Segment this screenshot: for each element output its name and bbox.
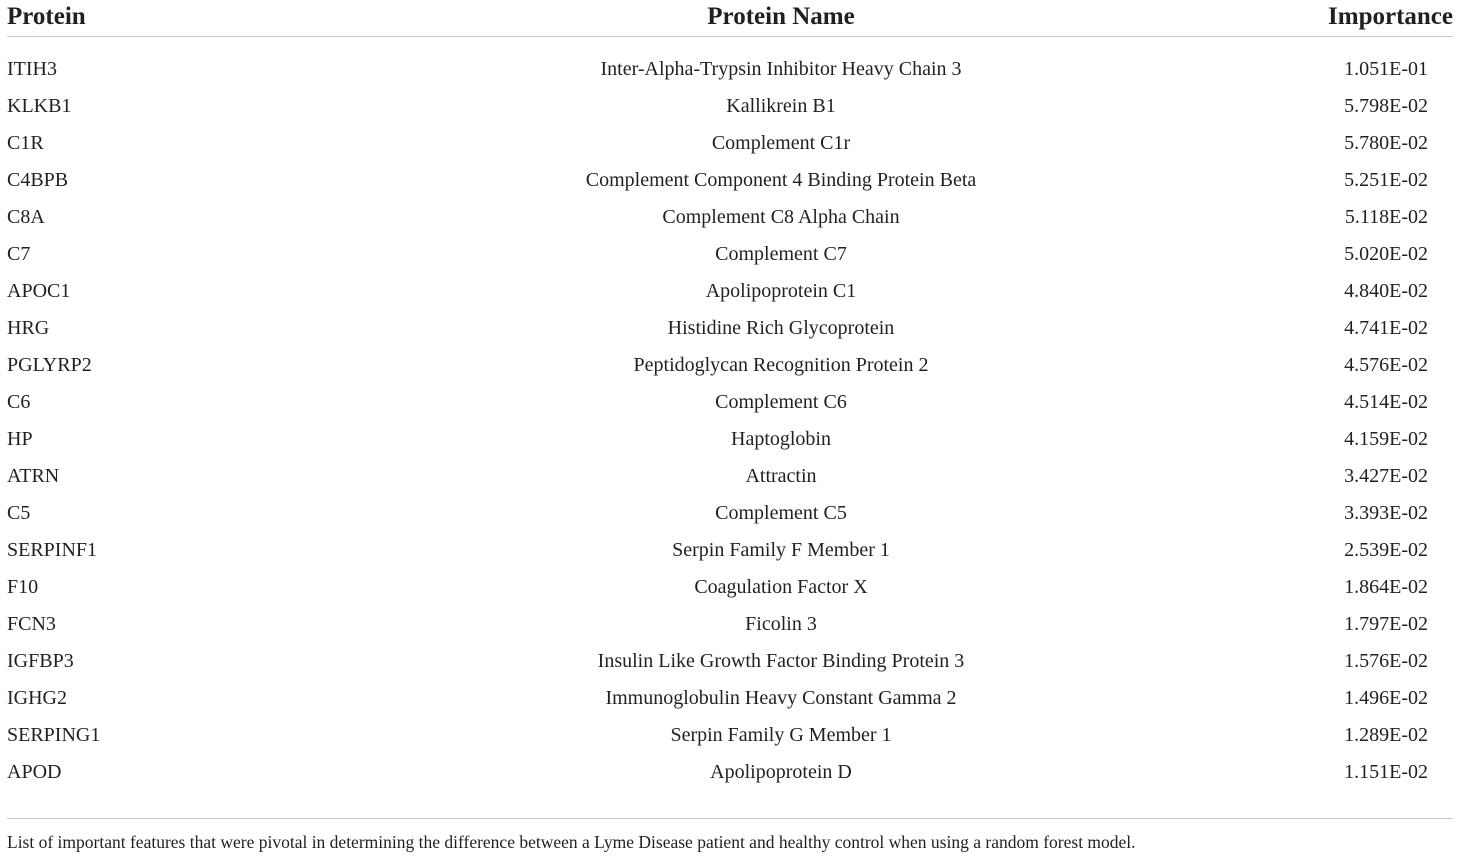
importance-value: 4.576E-02 <box>1344 354 1428 376</box>
table-row <box>7 384 1453 421</box>
table-row <box>7 51 1453 88</box>
importance-value: 4.741E-02 <box>1344 317 1428 339</box>
importance-value: 3.393E-02 <box>1344 502 1428 524</box>
table-row <box>7 310 1453 347</box>
protein-name: Serpin Family G Member 1 <box>670 724 892 746</box>
table-row <box>7 199 1453 236</box>
protein-code: HRG <box>7 317 50 339</box>
table-row <box>7 569 1453 606</box>
table-header <box>7 0 1453 51</box>
importance-value: 4.840E-02 <box>1344 280 1428 302</box>
table-row <box>7 532 1453 569</box>
protein-name: Insulin Like Growth Factor Binding Protein 3 <box>597 650 965 672</box>
protein-code: APOD <box>7 761 62 783</box>
table-body <box>7 51 1453 791</box>
table-row <box>7 606 1453 643</box>
importance-value: 5.118E-02 <box>1344 206 1428 228</box>
importance-value: 3.427E-02 <box>1344 465 1428 487</box>
table-row <box>7 273 1453 310</box>
importance-value: 1.797E-02 <box>1344 613 1428 635</box>
protein-name: Histidine Rich Glycoprotein <box>667 317 895 339</box>
protein-code: PGLYRP2 <box>7 354 92 376</box>
protein-name: Serpin Family F Member 1 <box>672 539 890 561</box>
protein-name: Haptoglobin <box>731 428 831 450</box>
importance-value: 1.289E-02 <box>1344 724 1428 746</box>
importance-value: 4.159E-02 <box>1344 428 1428 450</box>
header-divider <box>7 37 1453 52</box>
protein-name: Attractin <box>745 465 817 487</box>
table-footnote: List of important features that were pivotal in determining the difference between a Lyme Disease patient and healthy control when using a random forest model. <box>7 818 1453 854</box>
table-row <box>7 125 1453 162</box>
protein-name: Complement C1r <box>711 132 851 154</box>
importance-value: 5.020E-02 <box>1344 243 1428 265</box>
protein-name: Apolipoprotein C1 <box>705 280 857 302</box>
importance-value: 5.251E-02 <box>1344 169 1428 191</box>
protein-name: Kallikrein B1 <box>726 95 836 117</box>
table-row <box>7 495 1453 532</box>
table <box>7 0 1453 791</box>
protein-name: Complement C5 <box>715 502 847 524</box>
protein-name: Complement C7 <box>715 243 847 265</box>
protein-name: Apolipoprotein D <box>710 761 852 783</box>
table-row <box>7 643 1453 680</box>
protein-name: Complement Component 4 Binding Protein Beta <box>585 169 977 191</box>
table-row <box>7 421 1453 458</box>
header-protein: Protein <box>7 3 86 30</box>
protein-code: FCN3 <box>7 613 56 635</box>
importance-value: 5.780E-02 <box>1344 132 1428 154</box>
protein-code: ITIH3 <box>7 58 57 80</box>
importance-value: 1.051E-01 <box>1344 58 1428 80</box>
protein-code: SERPING1 <box>7 724 101 746</box>
protein-code: C6 <box>7 391 31 413</box>
protein-code: IGHG2 <box>7 687 67 709</box>
table-row <box>7 754 1453 791</box>
protein-name: Coagulation Factor X <box>694 576 868 598</box>
importance-value: 1.151E-02 <box>1344 761 1428 783</box>
table-row <box>7 88 1453 125</box>
protein-code: F10 <box>7 576 39 598</box>
importance-value: 2.539E-02 <box>1344 539 1428 561</box>
protein-name: Ficolin 3 <box>745 613 817 635</box>
importance-value: 1.576E-02 <box>1344 650 1428 672</box>
protein-name: Complement C8 Alpha Chain <box>662 206 900 228</box>
protein-name: Complement C6 <box>715 391 847 413</box>
protein-code: C4BPB <box>7 169 69 191</box>
table-row <box>7 717 1453 754</box>
protein-code: C1R <box>7 132 44 154</box>
header-importance: Importance <box>1328 3 1453 30</box>
importance-value: 5.798E-02 <box>1344 95 1428 117</box>
table-row <box>7 458 1453 495</box>
protein-code: HP <box>7 428 33 450</box>
protein-code: SERPINF1 <box>7 539 98 561</box>
table-row <box>7 680 1453 717</box>
protein-code: KLKB1 <box>7 95 72 117</box>
importance-value: 1.496E-02 <box>1344 687 1428 709</box>
importance-value: 4.514E-02 <box>1344 391 1428 413</box>
table-row <box>7 162 1453 199</box>
protein-code: C7 <box>7 243 31 265</box>
protein-importance-table <box>7 0 1453 791</box>
protein-name: Inter-Alpha-Trypsin Inhibitor Heavy Chain 3 <box>600 58 962 80</box>
importance-value: 1.864E-02 <box>1344 576 1428 598</box>
header-protein-name: Protein Name <box>707 3 855 30</box>
protein-code: ATRN <box>7 465 60 487</box>
protein-name: Immunoglobulin Heavy Constant Gamma 2 <box>605 687 957 709</box>
protein-code: C8A <box>7 206 45 228</box>
protein-code: APOC1 <box>7 280 71 302</box>
table-row <box>7 236 1453 273</box>
protein-name: Peptidoglycan Recognition Protein 2 <box>633 354 929 376</box>
protein-code: IGFBP3 <box>7 650 74 672</box>
protein-code: C5 <box>7 502 31 524</box>
table-row <box>7 347 1453 384</box>
